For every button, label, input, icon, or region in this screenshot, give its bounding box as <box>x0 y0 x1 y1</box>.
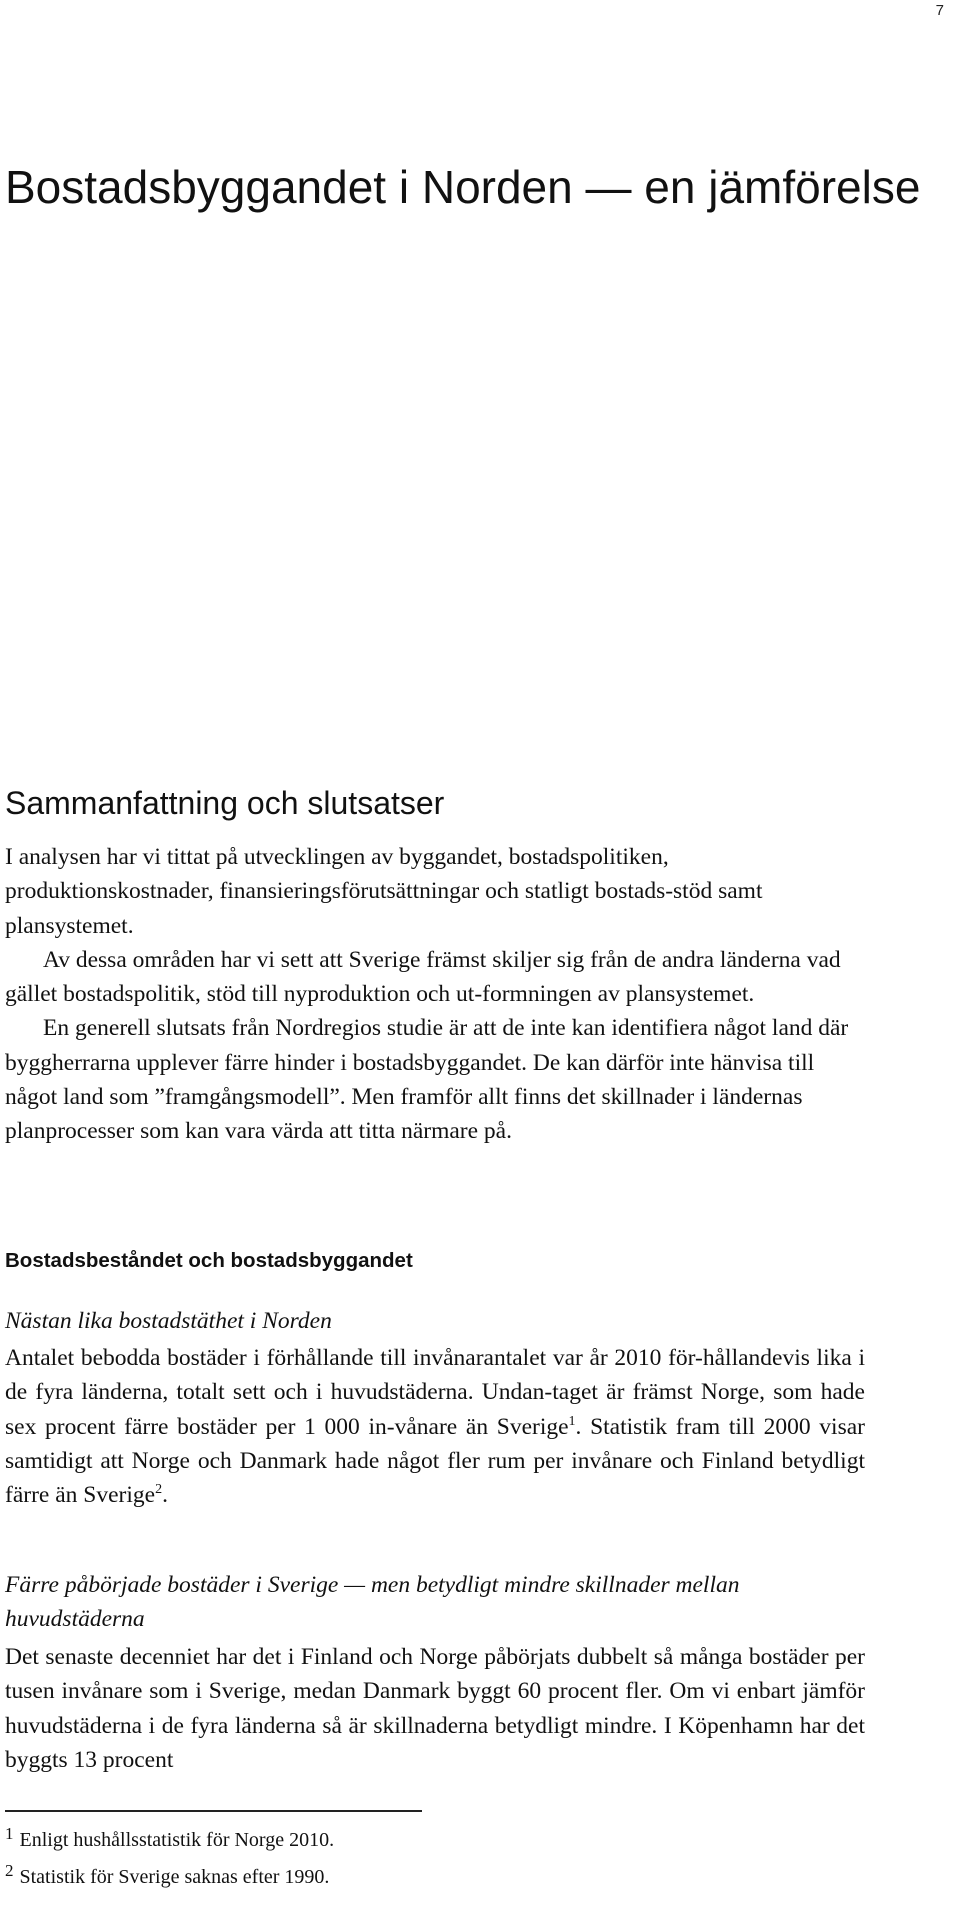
footnotes <box>5 1822 334 1896</box>
footnote-marker-1: 1 <box>5 1824 14 1843</box>
summary-paragraph-2: Av dessa områden har vi sett att Sverige främst skiljer sig från de andra länderna vad gället bostadspolitik, stöd till nyproduktion och ut-formningen av plansystemet. <box>5 946 841 1008</box>
footnote-2 <box>5 1859 334 1896</box>
density-text-a: Antalet bebodda bostäder i förhållande till invånarantalet var år 2010 för-hållandevis lika i de fyra länderna, totalt sett och i huvudstäderna. Undan-taget är främst Norge, som hade sex procent färre bostäder per 1 000 in-vånare än Sverige <box>5 1345 865 1440</box>
density-paragraph <box>5 1341 865 1512</box>
footnote-ref-2[interactable]: 2 <box>155 1482 163 1498</box>
summary-paragraph-1: I analysen har vi tittat på utvecklingen av byggandet, bostadspolitiken, produktionskostnader, finansieringsförutsättningar och statligt bostads-stöd samt plansystemet. <box>5 844 763 939</box>
page-title: Bostadsbyggandet i Norden — en jämförelse <box>5 161 921 213</box>
subsection-heading-construction: Färre påbörjade bostäder i Sverige — men betydligt mindre skillnader mellan huvudstäderna <box>5 1572 740 1633</box>
summary-paragraph-3: En generell slutsats från Nordregios studie är att de inte kan identifiera något land där byggherrarna upplever färre hinder i bostadsbyggandet. De kan därför inte hänvisa till något land som ”framgångsmodell”. Men framför allt finns det skillnader i ländernas planprocesser som kan vara värda att titta närmare på. <box>5 1015 849 1145</box>
summary-text <box>5 840 865 1149</box>
summary-heading: Sammanfattning och slutsatser <box>5 785 445 821</box>
footnote-text-1: Enligt hushållsstatistik för Norge 2010. <box>19 1829 335 1851</box>
section-heading-housing-stock: Bostadsbeståndet och bostadsbyggandet <box>5 1249 413 1272</box>
construction-paragraph: Det senaste decenniet har det i Finland och Norge påbörjats dubbelt så många bostäder per tusen invånare som i Sverige, medan Danmark byggt 60 procent fler. Om vi enbart jämför huvudstäderna i de fyra länderna så är skillnaderna betydligt mindre. I Köpenhamn har det byggts 13 procent <box>5 1644 865 1773</box>
density-text-b: . Statistik fram till 2000 visar samtidigt att Norge och Danmark hade något fler rum per invånare och Finland betydligt färre än Sverige <box>5 1413 865 1509</box>
density-text-c: . <box>162 1482 168 1509</box>
footnote-text-2: Statistik för Sverige saknas efter 1990. <box>19 1866 330 1888</box>
footnote-1 <box>5 1822 334 1859</box>
subsection-heading-density: Nästan lika bostadstäthet i Norden <box>5 1308 332 1334</box>
page-number: 7 <box>935 2 944 19</box>
footnote-divider <box>5 1810 422 1812</box>
footnote-marker-2: 2 <box>5 1861 14 1880</box>
footnote-ref-1[interactable]: 1 <box>568 1413 576 1429</box>
